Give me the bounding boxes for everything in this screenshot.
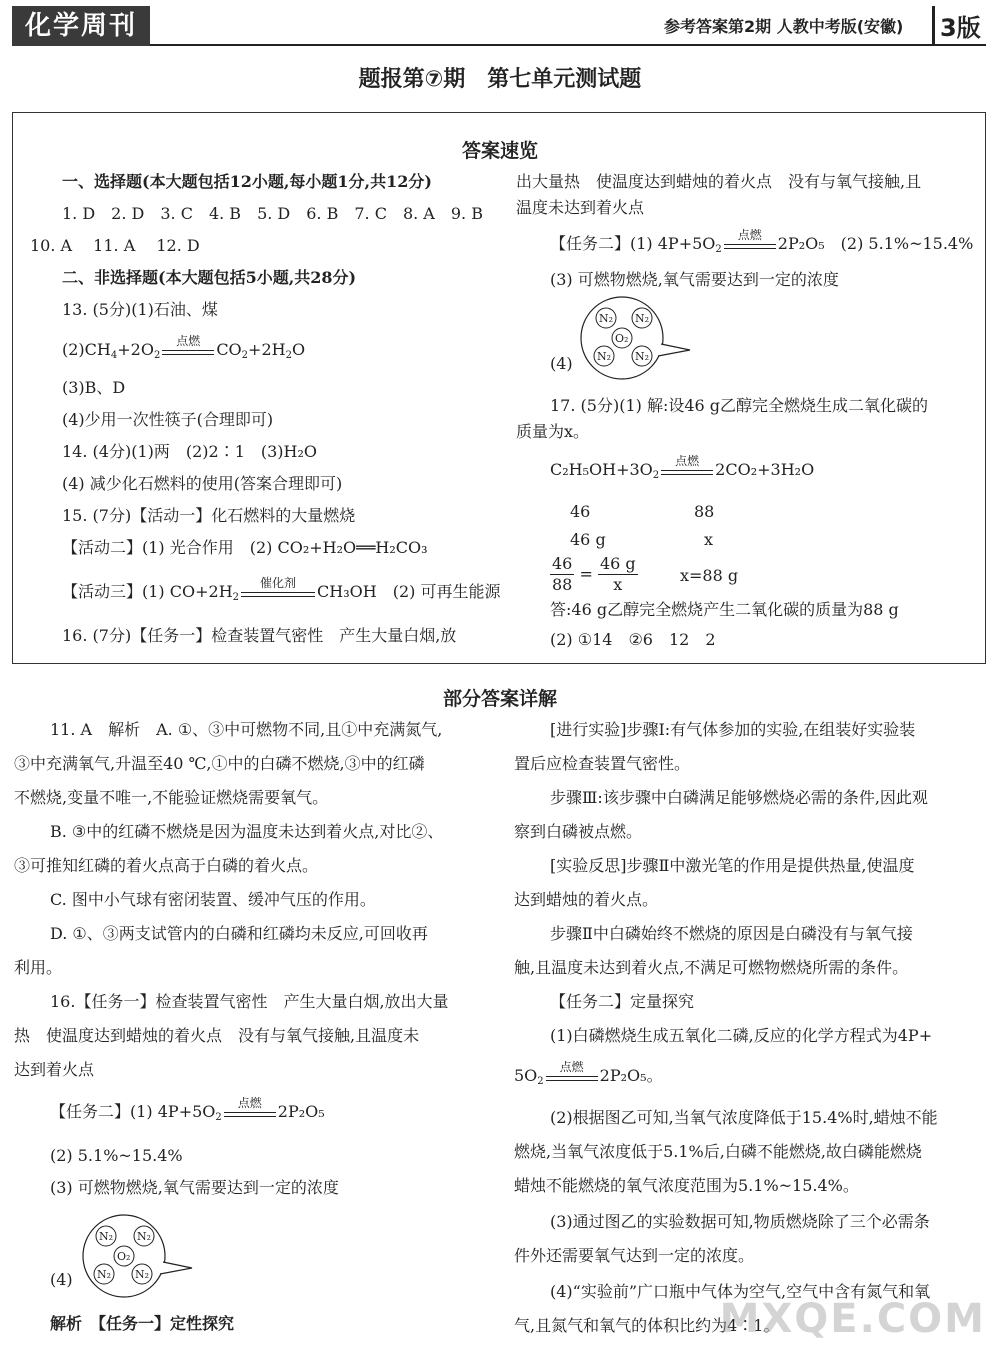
- q13-1: 13. (5分)(1)石油、煤: [62, 300, 218, 319]
- detail-last-line: 解析 【任务一】定性探究: [50, 1314, 235, 1333]
- detail-left-line: 16.【任务一】检查装置气密性 产生大量白烟,放出大量: [50, 992, 449, 1011]
- q16-task2-3: (3) 可燃物燃烧,氧气需要达到一定的浓度: [550, 270, 839, 289]
- q17-answer: 答:46 g乙醇完全燃烧产生二氧化碳的质量为88 g: [550, 600, 899, 619]
- detail-left-line: 达到着火点: [14, 1060, 95, 1079]
- detail-right-line: 燃烧,当氧气浓度低于5.1%后,白磷不能燃烧,故白磷能燃烧: [514, 1142, 922, 1161]
- n2-molecule: N₂: [635, 350, 650, 363]
- detail-left-line: 11. A 解析 A. ①、③中可燃物不同,且①中充满氮气,: [50, 720, 443, 739]
- n2-molecule: N₂: [635, 312, 650, 325]
- watermark: MXQE.COM: [719, 1296, 986, 1342]
- detail-task2-2: (2) 5.1%~15.4%: [50, 1146, 183, 1165]
- q16-cont-2: 温度未达到着火点: [516, 198, 645, 217]
- detail-right-line: (2)根据图乙可知,当氧气浓度降低于15.4%时,蜡烛不能: [550, 1108, 938, 1127]
- detail-right-line: 【任务二】定量探究: [550, 992, 695, 1011]
- mc-answers-2: 10. A 11. A 12. D: [30, 236, 200, 255]
- o2-molecule: O₂: [117, 1250, 131, 1263]
- detail-left-line: 热 使温度达到蜡烛的着火点 没有与氧气接触,且温度未: [14, 1026, 420, 1045]
- molecule-diagram: [578, 294, 693, 384]
- n2-molecule: N₂: [97, 1268, 112, 1281]
- detail-left-line: B. ③中的红磷不燃烧是因为温度未达到着火点,对比②、: [50, 822, 444, 841]
- q17-m1: 46: [570, 502, 591, 521]
- detail-right-line: 触,且温度未达到着火点,不满足可燃物燃烧所需的条件。: [514, 958, 909, 977]
- detail-task2-equation: 【任务二】(1) $4P+5O_2$ 点燃 2P₂O₅: [50, 1096, 325, 1123]
- q17-x: x: [704, 530, 714, 549]
- q17-1: 17. (5分)(1) 解:设46 g乙醇完全燃烧生成二氧化碳的: [550, 396, 929, 415]
- detail-left-line: 利用。: [14, 958, 63, 977]
- detail-right-line: 蜡烛不能燃烧的氧气浓度范围为5.1%~15.4%。: [514, 1176, 859, 1195]
- q17-equation: $C_2H_5OH+3O_2$ 点燃 2CO₂+3H₂O: [550, 454, 815, 481]
- q16-1: 16. (7分)【任务一】检查装置气密性 产生大量白烟,放: [62, 626, 457, 645]
- detail-left-line: ③中充满氧气,升温至40 ℃,①中的白磷不燃烧,③中的红磷: [14, 754, 425, 773]
- header-rule: [150, 44, 986, 46]
- q16-cont-1: 出大量热 使温度达到蜡烛的着火点 没有与氧气接触,且: [516, 172, 922, 191]
- detail-left-line: ③可推知红磷的着火点高于白磷的着火点。: [14, 856, 319, 875]
- section-1-title: 一、选择题(本大题包括12小题,每小题1分,共12分): [62, 172, 432, 191]
- detail-right-line: [实验反思]步骤Ⅱ中激光笔的作用是提供热量,使温度: [550, 856, 915, 875]
- q17-m2: 88: [694, 502, 715, 521]
- detail-right-line: (3)通过图乙的实验数据可知,物质燃烧除了三个必需条: [550, 1212, 930, 1231]
- mc-answers-1: 1. D 2. D 3. C 4. B 5. D 6. B 7. C 8. A 9. B: [62, 204, 483, 223]
- detail-task2-3: (3) 可燃物燃烧,氧气需要达到一定的浓度: [50, 1178, 339, 1197]
- q14: 14. (4分)(1)两 (2)2∶1 (3)H₂O: [62, 442, 318, 461]
- detail-right-equation: $5O_2$ 点燃 2P₂O₅。: [514, 1060, 663, 1087]
- detail-right-line: 步骤Ⅲ:该步骤中白磷满足能够燃烧必需的条件,因此观: [550, 788, 928, 807]
- n2-molecule: N₂: [99, 1230, 114, 1243]
- q15-1: 15. (7分)【活动一】化石燃料的大量燃烧: [62, 506, 356, 525]
- page-number: 3版: [940, 14, 981, 42]
- q17-g1: 46 g: [570, 530, 606, 549]
- page-title: 题报第⑦期 第七单元测试题: [358, 67, 642, 92]
- header-divider: [932, 6, 935, 44]
- detail-left-line: C. 图中小气球有密闭装置、缓冲气压的作用。: [50, 890, 376, 909]
- molecule-diagram: [80, 1212, 195, 1302]
- n2-molecule: N₂: [599, 312, 614, 325]
- n2-molecule: N₂: [597, 350, 612, 363]
- detail-right-line: 察到白磷被点燃。: [514, 822, 643, 841]
- n2-molecule: N₂: [135, 1268, 150, 1281]
- detail-left-line: D. ①、③两支试管内的白磷和红磷均未反应,可回收再: [50, 924, 428, 943]
- q17-2: 质量为x。: [516, 422, 590, 441]
- answers-heading: 答案速览: [461, 140, 538, 162]
- detail-right-line: 达到蜡烛的着火点。: [514, 890, 659, 909]
- q16-task2-4: (4): [550, 354, 573, 373]
- q17-result: x=88 g: [680, 566, 739, 585]
- o2-molecule: O₂: [615, 332, 629, 345]
- detail-left-line: 不燃烧,变量不唯一,不能验证燃烧需要氧气。: [14, 788, 329, 807]
- q17-proportion: $\frac{46}{88}$ = $\frac{46 g}{x}$: [552, 554, 636, 594]
- brand-logo: 化学周刊: [12, 6, 150, 46]
- q15-3-equation: 【活动三】(1) $CO+2H_2$ 催化剂 CH₃OH (2) 可再生能源: [62, 576, 501, 603]
- q13-4: (4)少用一次性筷子(合理即可): [62, 410, 274, 429]
- header-info: 参考答案第2期 人教中考版(安徽): [664, 17, 904, 36]
- reaction-arrow: 点燃: [160, 340, 216, 360]
- detail-heading: 部分答案详解: [442, 688, 557, 710]
- detail-right-line: 步骤Ⅱ中白磷始终不燃烧的原因是白磷没有与氧气接: [550, 924, 913, 943]
- q13-2-equation: $(2)CH_4+2O_2$ 点燃 $CO_2+2H_2O$: [62, 334, 306, 361]
- detail-task2-4: (4): [50, 1270, 73, 1289]
- detail-right-line: [进行实验]步骤Ⅰ:有气体参加的实验,在组装好实验装: [550, 720, 916, 739]
- q13-3: (3)B、D: [62, 378, 126, 397]
- detail-right-line: (1)白磷燃烧生成五氧化二磷,反应的化学方程式为4P+: [550, 1026, 933, 1045]
- detail-right-line: (4)“实验前”广口瓶中气体为空气,空气中含有氮气和氧: [550, 1282, 931, 1301]
- detail-right-line: 置后应检查装置气密性。: [514, 754, 691, 773]
- q14-4: (4) 减少化石燃料的使用(答案合理即可): [62, 474, 343, 493]
- n2-molecule: N₂: [137, 1230, 152, 1243]
- detail-right-line: 气,且氮气和氧气的体积比约为4∶1。: [514, 1316, 780, 1335]
- detail-right-line: 件外还需要氧气达到一定的浓度。: [514, 1246, 755, 1265]
- q17-2: (2) ①14 ②6 12 2: [550, 630, 716, 649]
- q15-2: 【活动二】(1) 光合作用 (2) CO₂+H₂O══H₂CO₃: [62, 538, 428, 557]
- q16-task2-equation: 【任务二】(1) $4P+5O_2$ 点燃 2P₂O₅ (2) 5.1%~15.4%: [550, 228, 974, 255]
- section-2-title: 二、非选择题(本大题包括5小题,共28分): [62, 268, 357, 287]
